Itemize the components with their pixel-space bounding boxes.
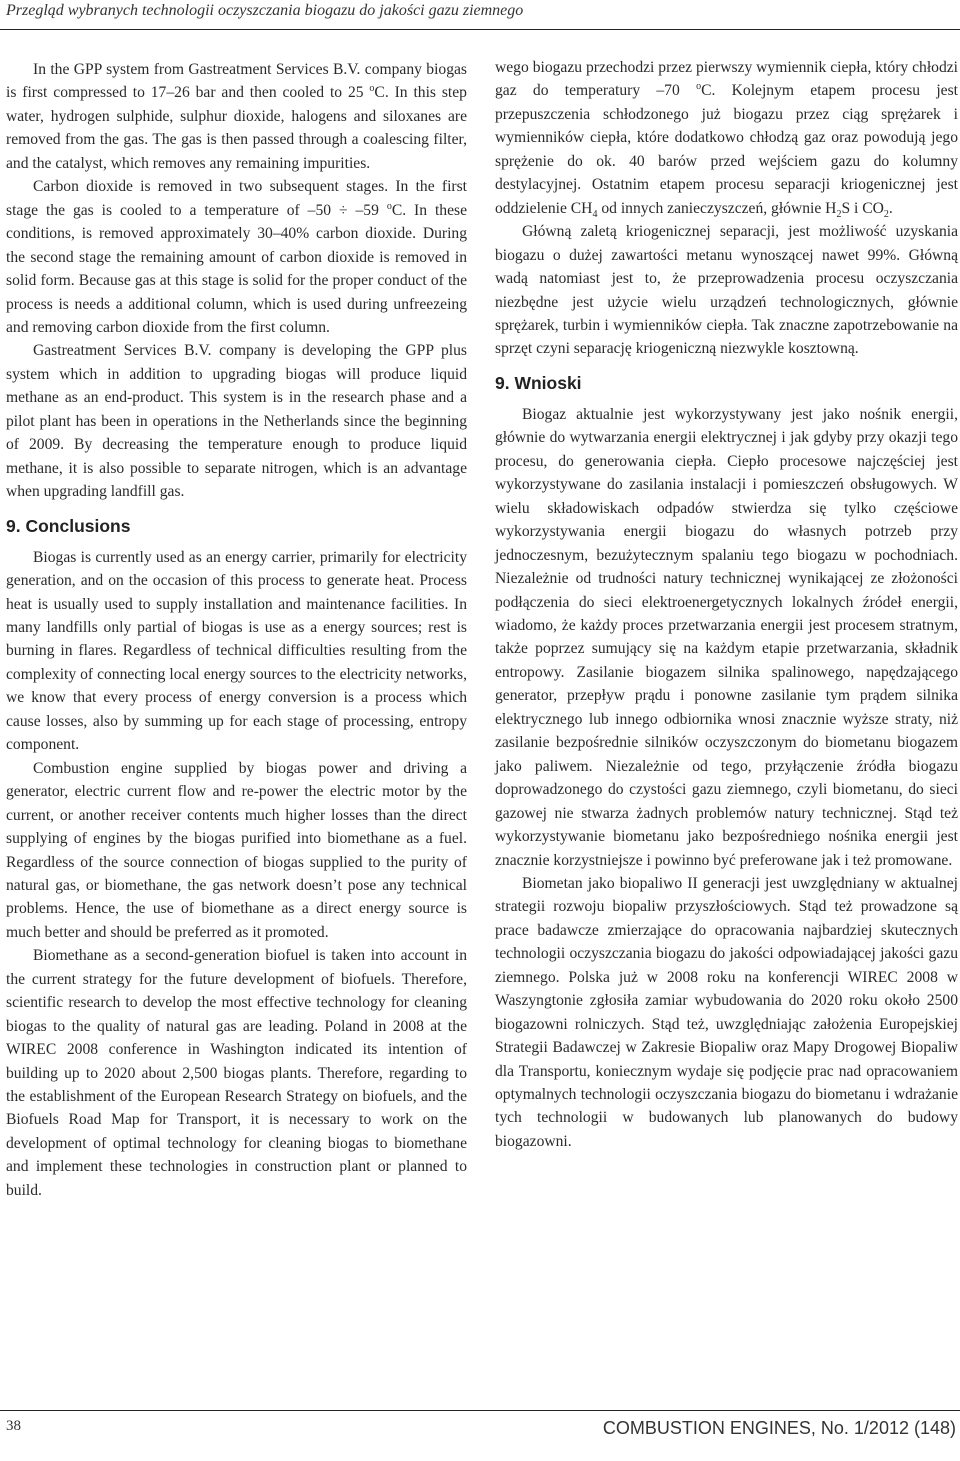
text-run: C. Kolejnym etapem procesu jest przepuszczenia schłodzonego już biogazu przez ciąg sprężarek i wymienników ciepła, które dodatkowo chłodzą gaz oraz powodują jego sprężenie do ok. 40 barów przed wejściem gazu do kolumny destylacyjnej. Ostatnim etapem procesu separacji kriogenicznej jest oddzielenie CH (495, 82, 958, 217)
text-run: C. In these conditions, is removed approximately 30–40% carbon dioxide. During the second stage the remaining amount of carbon dioxide is removed in solid form. Because gas at this stage is solid for the proper conduct of the process is needs a additional column, which is used during unfreezeing and removing carbon dioxide from the first column. (6, 201, 467, 336)
paragraph: Główną zaletą kriogenicznej separacji, jest możliwość uzyskania biogazu o dużej zawartości metanu wynoszącej nawet 99%. Główną wadą natomiast jest to, że przeprowadzenia procesu oczyszczania niezbędne jest użycie wielu urządzeń technologicznych, głównie sprężarek, turbin i wymienników ciepła. Tak znaczne zapotrzebowanie na sprzęt czyni separację kriogeniczną niezwykle kosztowną. (495, 223, 958, 358)
paragraph: Biomethane as a second-generation biofuel is taken into account in the current strategy for the future development of biofuels. Therefore, scientific research to develop the most effective technology for cleaning biogas to the quality of natural gas are leading. Poland in 2008 at the WIREC 2008 conference in Washington indicated its intention of building up to 2020 about 2,500 biogas plants. Therefore, regarding to the establishment of the European Research Strategy on biofuels, and the Biofuels Road Map for Transport, it is necessary to work on the development of optimal technology for cleaning biogas to biomethane and implement these technologies in construction plant or planned to build. (6, 947, 467, 1199)
header-rule (0, 29, 960, 30)
journal-reference: COMBUSTION ENGINES, No. 1/2012 (148) (602, 1418, 956, 1438)
subscript: 2 (836, 208, 842, 220)
text-run: wego biogazu przechodzi przez pierwszy wymiennik ciepła, który chłodzi gaz do temperatury –70 (495, 59, 958, 100)
paragraph (6, 58, 467, 175)
paragraph: Biometan jako biopaliwo II generacji jest uwzględniany w aktualnej strategii rozwoju biopaliw przyszłościowych. Stąd też prowadzone są prace badawcze zmierzające do opracowania najbardziej skutecznych technologii oczyszczania biogazu do jakości odpowiadającej jakości gazu ziemnego. Polska już w 2008 roku na konferencji WIREC 2008 w Waszyngtonie zgłosiła zamiar wybudowania do 2020 roku około 2500 biogazowni rolniczych. Stąd też, uwzględniając założenia Europejskiej Strategii Badawczej w Zakresie Biopaliw oraz Mapy Drogowej Biopaliw dla Transportu, koniecznym wydaje się podjęcie prac nad opracowaniem optymalnych technologii oczyszczania biogazu do biometanu i wdrażanie tych technologii w budowanych lub planowanych do budowy biogazowni. (495, 874, 958, 1150)
running-header: Przegląd wybranych technologii oczyszczania biogazu do jakości gazu ziemnego (6, 2, 524, 19)
page-number: 38 (6, 1418, 21, 1434)
subscript: 4 (592, 208, 598, 220)
paragraph: Biogaz aktualnie jest wykorzystywany jest jako nośnik energii, głównie do wytwarzania energii elektrycznej i jak gdyby przy okazji tego procesu, do generowania ciepła. Ciepło procesowe najczęściej jest wykorzystywane do zasilania instalacji i pomieszczeń obsługowych. W wielu składowiskach odpadów stwierdza się tylko częściowe wykorzystywania energii biogazu do własnych potrzeb przy jednoczesnym, bezużytecznym spalaniu tego biogazu w pochodniach. Niezależnie od trudności natury technicznej wynikającej ze złożoności podłączenia do sieci elektroenergetycznych lokalnych źródeł energii, wiadomo, że każdy proces przetwarzania energii jest procesem stratnym, także poprzez sumujący się na każdym etapie przetwarzania, składnik entropowy. Zasilanie biogazem silnika spalinowego, napędzającego generator, przepływ prądu i ponowne zasilanie tym prądem silnika elektrycznego lub innego odbiornika wnosi znacznie wyższe straty, niż zasilanie bezpośrednie silników oczyszczonym do biometanu biogazem jako paliwem. Niezależnie od tego, przyłączenie źródła biogazu doprowadzonego do czystości gazu ziemnego, czyli biometanu, do sieci gazowej nie stwarza żadnych problemów natury technicznej. Stąd też wykorzystywanie biometanu jako bezpośredniego nośnika energii jest znacznie korzystniejsze i powinno być preferowane jak i też promowane. (495, 405, 958, 869)
text-run: In the GPP system from Gastreatment Services B.V. company biogas is first compressed to 17–26 bar and then cooled to 25 (6, 61, 467, 102)
paragraph: Combustion engine supplied by biogas power and driving a generator, electric current flow and re-power the electric motor by the current, or another receiver contents much higher losses than the direct supplying of engines by the biogas purified into biomethane as a fuel. Regardless of the source connection of biogas supplied to the purity of natural gas, or biomethane, the gas network doesn’t pose any technical problems. Hence, the use of biomethane as a direct energy source is much better and should be preferred as it promoted. (6, 759, 467, 941)
paragraph (495, 56, 958, 220)
paragraph (6, 175, 467, 339)
right-column (495, 56, 958, 1153)
section-heading: 9. Wnioski (495, 372, 582, 393)
text-run: od innych zanieczyszczeń, głównie H (597, 199, 837, 217)
text-run: S i CO (841, 199, 884, 217)
text-run: . (888, 199, 893, 217)
left-column (6, 58, 467, 1202)
section-heading: 9. Conclusions (6, 515, 131, 536)
superscript: o (369, 83, 375, 95)
text-run: C. In this step water, hydrogen sulphide, sulphur dioxide, halogens and siloxanes are removed from the gas. The gas is then passed through a coalescing filter, and the catalyst, which removes any remaining impurities. (6, 84, 467, 172)
footer-rule (0, 1410, 960, 1411)
text-run: Carbon dioxide is removed in two subsequent stages. In the first stage the gas is cooled to a temperature of –50 ÷ –59 (6, 178, 467, 219)
superscript: o (386, 200, 392, 212)
paragraph: Biogas is currently used as an energy carrier, primarily for electricity generation, and on the occasion of this process to generate heat. Process heat is usually used to supply installation and maintenance facilities. In many landfills only partial of biogas is use as a energy sources; rest is burning in flares. Regardless of technical difficulties resulting from the complexity of connecting local energy sources to the electricity networks, we know that every process of energy conversion is a process which cause losses, also by summing up for each stage of processing, entropy component. (6, 548, 467, 754)
paragraph: Gastreatment Services B.V. company is developing the GPP plus system which in addition to upgrading biogas will produce liquid methane as an end-product. This system is in the research phase and a pilot plant has been in operations in the Netherlands since the beginning of 2009. By decreasing the temperature enough to produce liquid methane, it is also possible to separate nitrogen, which is an advantage when upgrading landfill gas. (6, 342, 467, 501)
superscript: o (696, 81, 702, 93)
subscript: 2 (883, 208, 889, 220)
